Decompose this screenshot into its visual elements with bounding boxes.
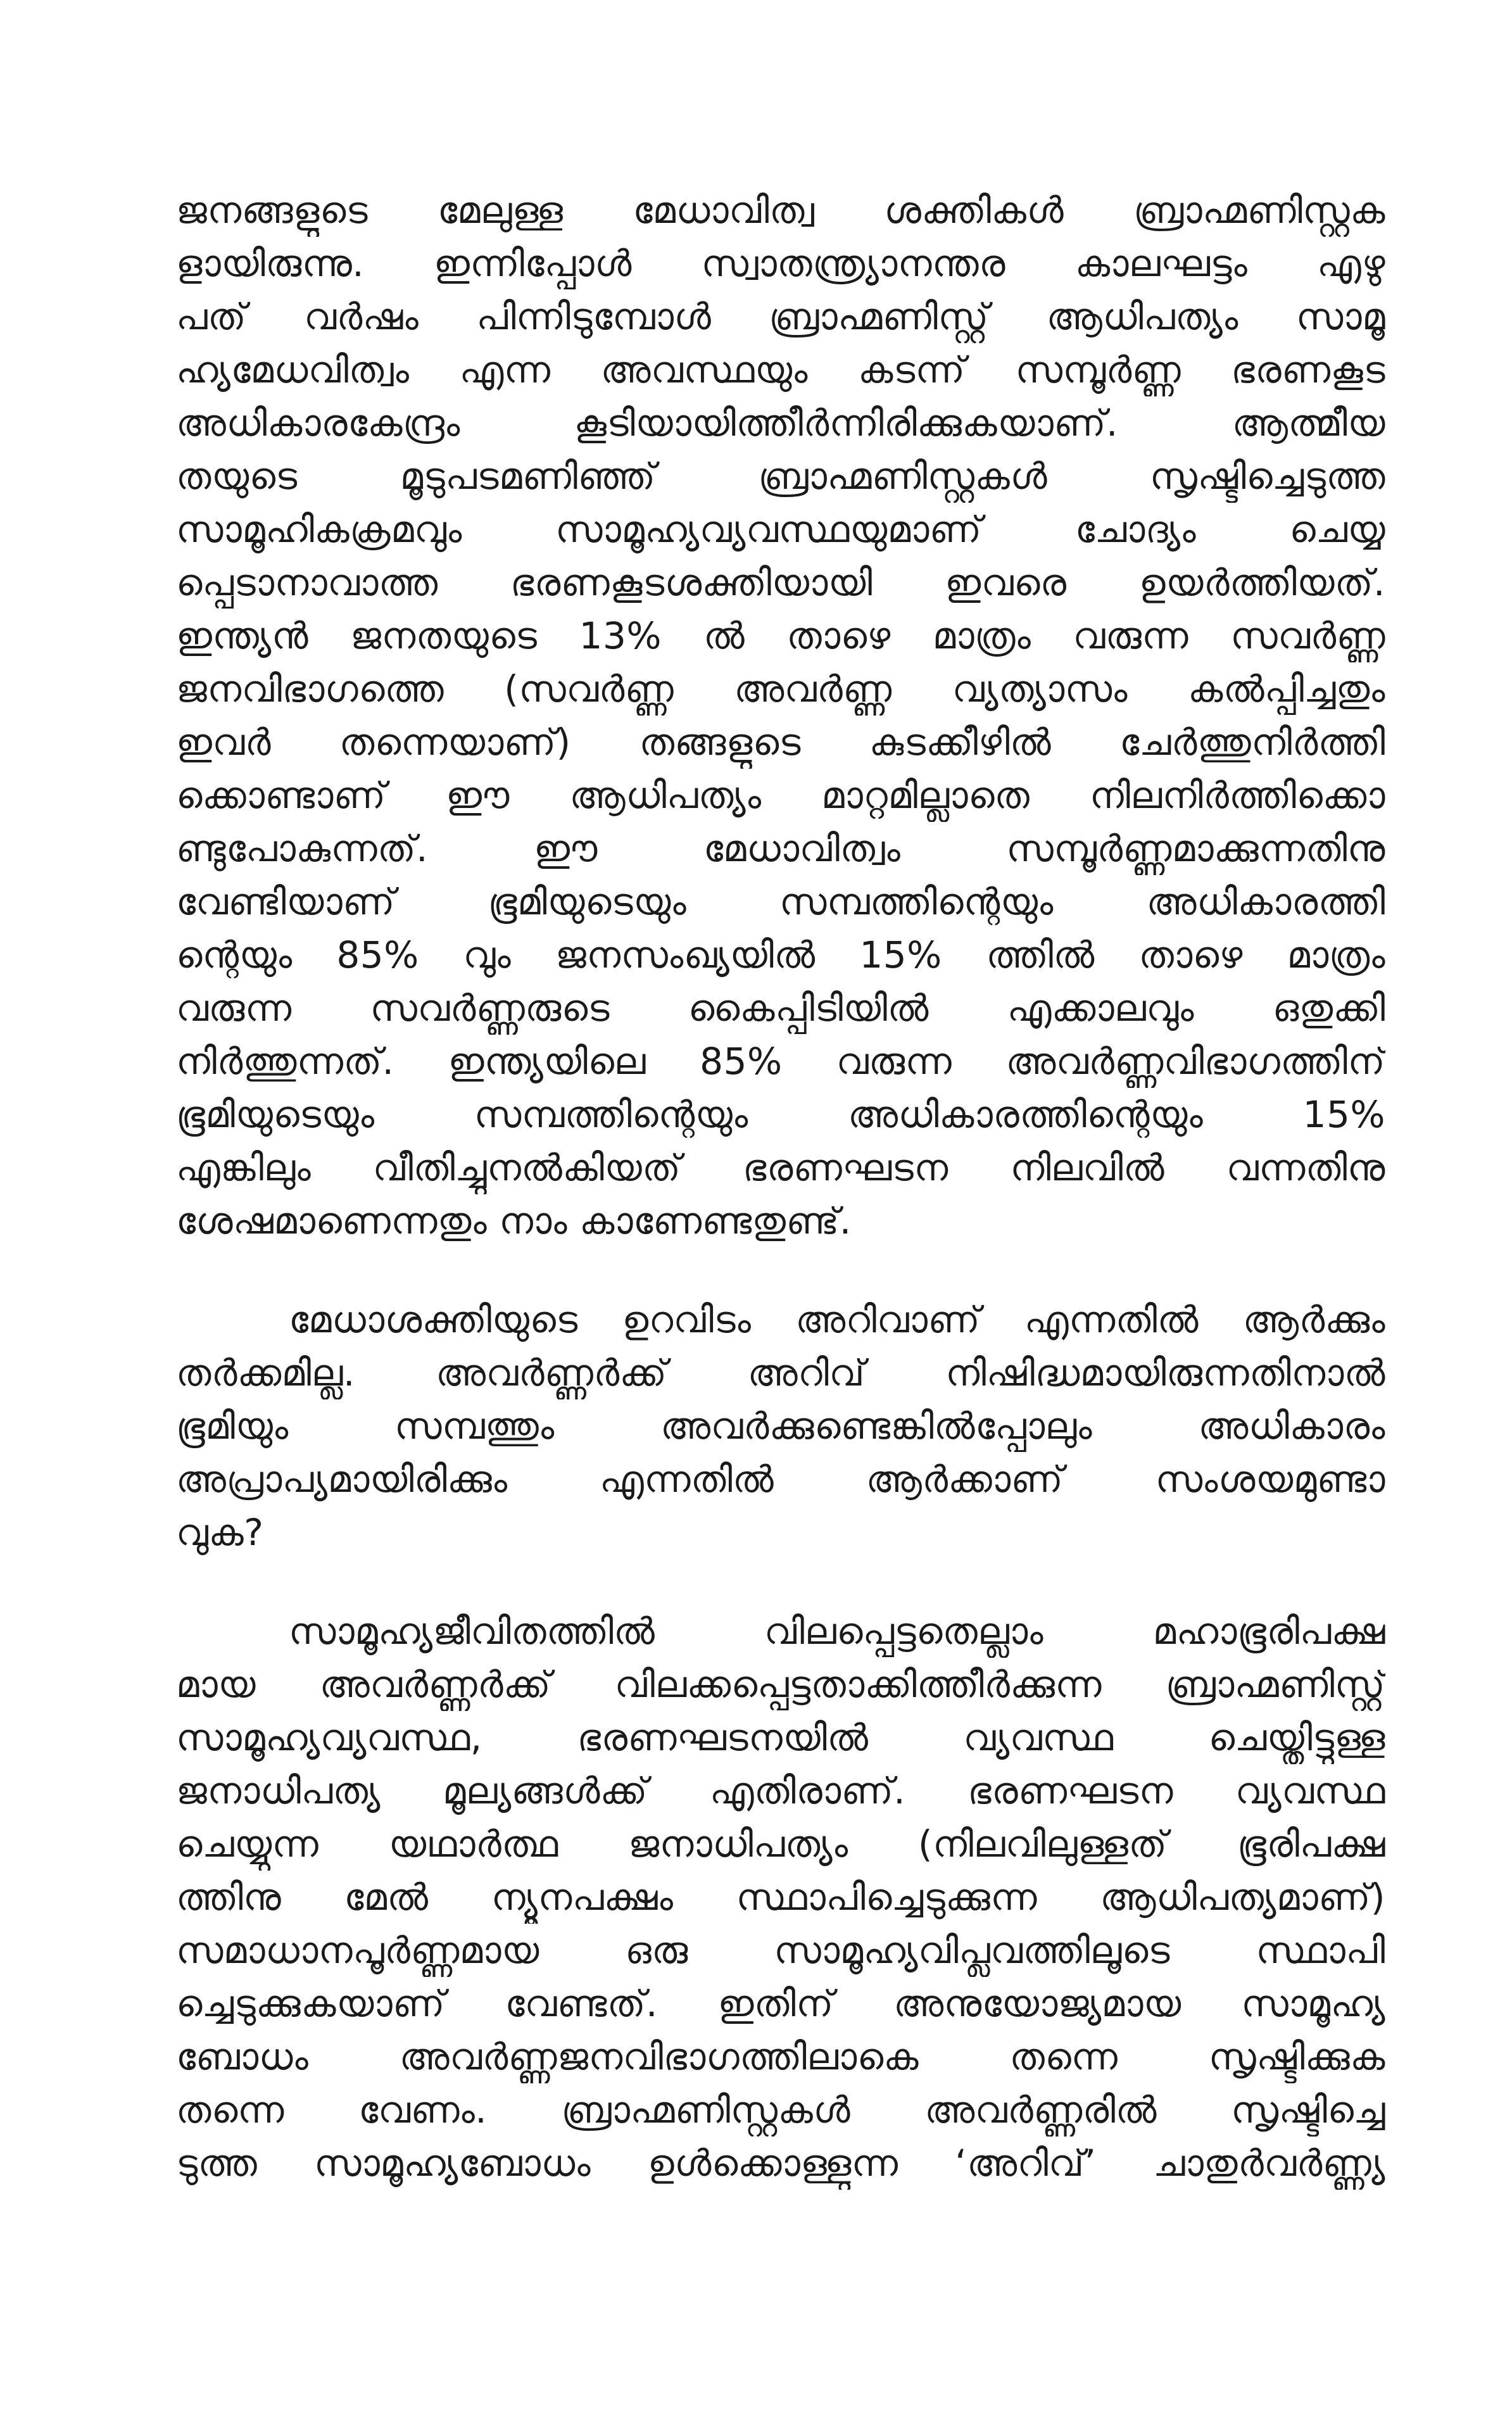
text-line: നിർത്തുന്നത്. ഇന്ത്യയിലെ 85% വരുന്ന അവർണ്ണവിഭാഗത്തിന്	[176, 1040, 1385, 1083]
text-line: ടുത്ത സാമൂഹ്യബോധം ഉൾക്കൊള്ളുന്ന ‘അറിവ്’ ചാതുർവർണ്ണ്യ	[176, 2142, 1385, 2185]
text-line: വുക?	[176, 1511, 264, 1554]
paragraph-gap	[176, 1559, 1385, 1605]
text-line: സമാധാനപൂർണ്ണമായ ഒരു സാമൂഹ്യവിപ്ലവത്തിലൂടെ സ്ഥാപി	[176, 1929, 1385, 1972]
text-line: സാമൂഹികക്രമവും സാമൂഹ്യവ്യവസ്ഥയുമാണ് ചോദ്യം ചെയ്യ	[176, 508, 1385, 551]
text-line: പത് വർഷം പിന്നിടുമ്പോൾ ബ്രാഹ്മണിസ്റ്റ് ആധിപത്യം സാമൂ	[176, 295, 1385, 338]
paragraph-gap	[176, 1247, 1385, 1293]
text-line: ഇവർ തന്നെയാണ്) തങ്ങളുടെ കുടക്കീഴിൽ ചേർത്തുനിർത്തി	[176, 721, 1385, 764]
text-line: ചെയ്യുന്ന യഥാർത്ഥ ജനാധിപത്യം (നിലവിലുള്ളത് ഭൂരിപക്ഷ	[176, 1822, 1385, 1865]
paragraph-3	[176, 1605, 1385, 2190]
text-line: തന്നെ വേണം. ബ്രാഹ്മണിസ്റ്റുകൾ അവർണ്ണരിൽ സൃഷ്ടിച്ചെ	[176, 2088, 1385, 2131]
body-text	[176, 184, 1385, 2190]
text-line: ച്ചെടുക്കുകയാണ് വേണ്ടത്. ഇതിന് അനുയോജ്യമായ സാമൂഹ്യ	[176, 1982, 1385, 2025]
text-line: ശേഷമാണെന്നതും നാം കാണേണ്ടതുണ്ട്.	[176, 1199, 852, 1242]
text-line: പ്പെടാനാവാത്ത ഭരണകൂടശക്തിയായി ഇവരെ ഉയർത്തിയത്.	[176, 561, 1385, 604]
text-line: എങ്കിലും വീതിച്ചുനൽകിയത് ഭരണഘടന നിലവിൽ വന്നതിനു	[176, 1146, 1385, 1189]
text-line: തയുടെ മൂടുപടമണിഞ്ഞ് ബ്രാഹ്മണിസ്റ്റുകൾ സൃഷ്ടിച്ചെടുത്ത	[176, 455, 1385, 498]
text-line: ക്കൊണ്ടാണ് ഈ ആധിപത്യം മാറ്റമില്ലാതെ നിലനിർത്തിക്കൊ	[176, 774, 1385, 817]
text-line: അധികാരകേന്ദ്രം കൂടിയായിത്തീർന്നിരിക്കുകയാണ്. ആത്മീയ	[176, 401, 1385, 445]
text-line: ഹ്യമേധവിത്വം എന്ന അവസ്ഥയും കടന്ന് സമ്പൂർണ്ണ ഭരണകൂട	[176, 348, 1385, 391]
text-line: ളായിരുന്നു. ഇന്നിപ്പോൾ സ്വാതന്ത്ര്യാനന്തര കാലഘട്ടം എഴു	[176, 242, 1385, 285]
paragraph-2	[176, 1293, 1385, 1559]
text-line: വരുന്ന സവർണ്ണരുടെ കൈപ്പിടിയിൽ എക്കാലവും ഒതുക്കി	[176, 987, 1385, 1030]
text-line: ജനങ്ങളുടെ മേലുള്ള മേധാവിത്വ ശക്തികൾ ബ്രാഹ്മണിസ്റ്റുക	[176, 189, 1385, 232]
text-line: ബോധം അവർണ്ണജനവിഭാഗത്തിലാകെ തന്നെ സൃഷ്ടിക്കുക	[176, 2035, 1385, 2078]
text-line: ന്റെയും 85% വും ജനസംഖ്യയിൽ 15% ത്തിൽ താഴെ മാത്രം	[176, 933, 1385, 976]
text-line: മേധാശക്തിയുടെ ഉറവിടം അറിവാണ് എന്നതിൽ ആർക്കും	[289, 1298, 1385, 1341]
text-line: ജനാധിപത്യ മൂല്യങ്ങൾക്ക് എതിരാണ്. ഭരണഘടന വ്യവസ്ഥ	[176, 1769, 1385, 1812]
text-line: ത്തിനു മേൽ ന്യൂനപക്ഷം സ്ഥാപിച്ചെടുക്കുന്ന ആധിപത്യമാണ്)	[176, 1876, 1385, 1919]
text-line: ണ്ടുപോകുന്നത്. ഈ മേധാവിത്വം സമ്പൂർണ്ണമാക്കുന്നതിനു	[176, 827, 1385, 870]
text-line: ഇന്ത്യൻ ജനതയുടെ 13% ൽ താഴെ മാത്രം വരുന്ന സവർണ്ണ	[176, 614, 1385, 657]
text-line: സാമൂഹ്യവ്യവസ്ഥ, ഭരണഘടനയിൽ വ്യവസ്ഥ ചെയ്തിട്ടുള്ള	[176, 1716, 1385, 1759]
text-line: ഭൂമിയുടെയും സമ്പത്തിന്റെയും അധികാരത്തിന്റെയും 15%	[176, 1093, 1385, 1136]
paragraph-1	[176, 184, 1385, 1247]
text-line: ഭൂമിയും സമ്പത്തും അവർക്കുണ്ടെങ്കിൽപ്പോലും അധികാരം	[176, 1405, 1385, 1448]
text-line: വേണ്ടിയാണ് ഭൂമിയുടെയും സമ്പത്തിന്റെയും അധികാരത്തി	[176, 880, 1385, 923]
text-line: തർക്കമില്ല. അവർണ്ണർക്ക് അറിവ് നിഷിദ്ധമായിരുന്നതിനാൽ	[176, 1351, 1385, 1394]
text-line: അപ്രാപ്യമായിരിക്കും എന്നതിൽ ആർക്കാണ് സംശയമുണ്ടാ	[176, 1458, 1385, 1501]
text-line: മായ അവർണ്ണർക്ക് വിലക്കപ്പെട്ടതാക്കിത്തീർക്കുന്ന ബ്രാഹ്മണിസ്റ്റ്	[176, 1663, 1385, 1706]
text-line: സാമൂഹ്യജീവിതത്തിൽ വിലപ്പെട്ടതെല്ലാം മഹാഭൂരിപക്ഷ	[289, 1610, 1385, 1653]
text-line: ജനവിഭാഗത്തെ (സവർണ്ണ അവർണ്ണ വ്യത്യാസം കൽപ്പിച്ചതും	[176, 667, 1385, 710]
